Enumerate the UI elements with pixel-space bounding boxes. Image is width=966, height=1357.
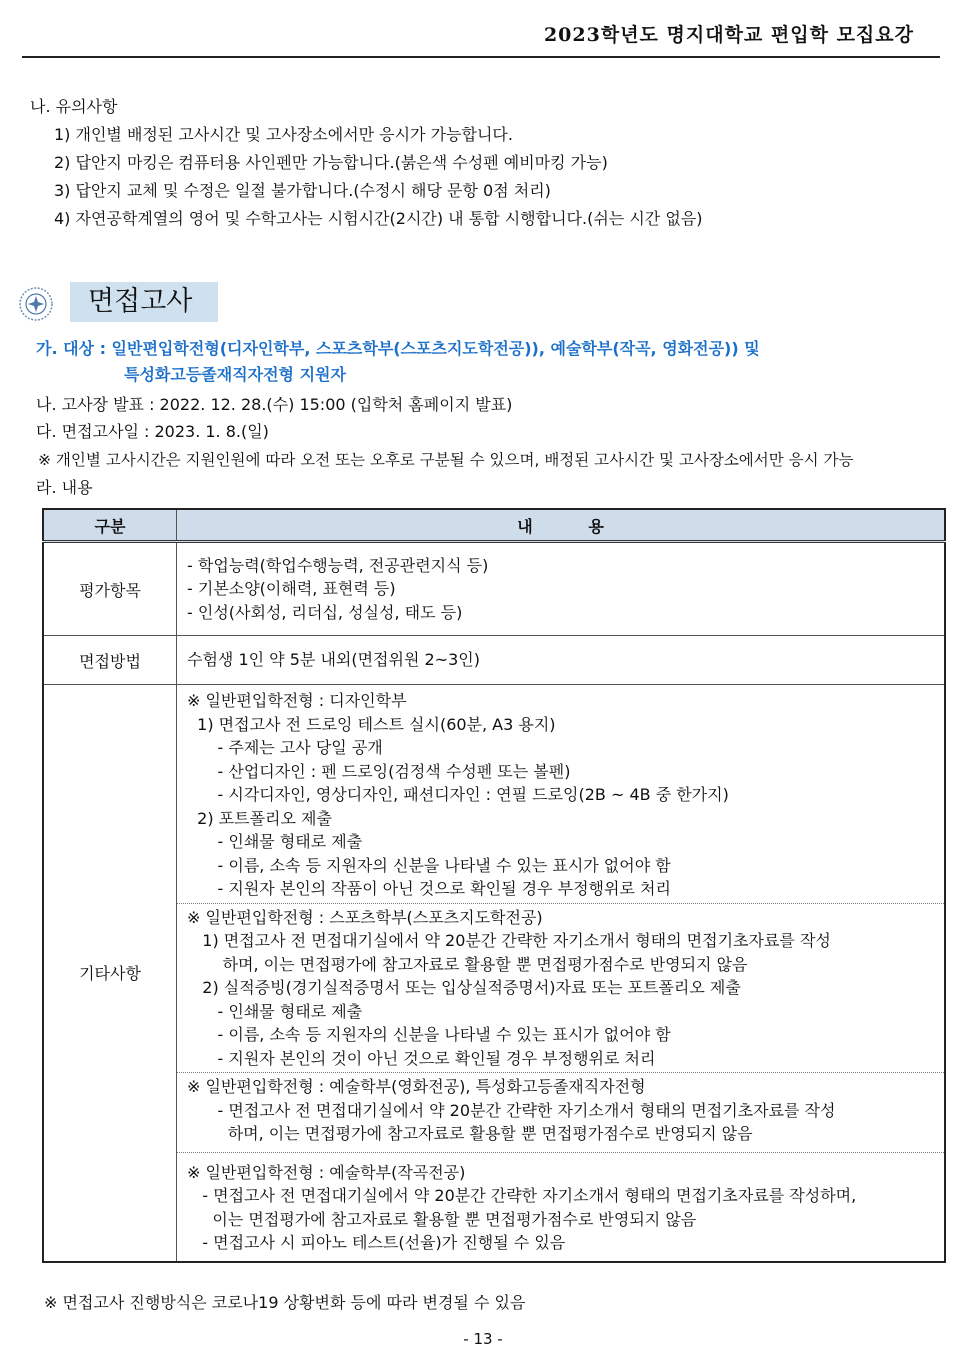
other-content (177, 685, 946, 1262)
notes-item-2: 2) 답안지 마킹은 컴퓨터용 사인펜만 가능합니다.(붉은색 수성펜 예비마킹 가능) (54, 153, 608, 172)
method-label: 면접방법 (43, 636, 177, 685)
notes-item-4: 4) 자연공학계열의 영어 및 수학고사는 시험시간(2시간) 내 통합 시행합니다.(쉬는 시간 없음) (54, 209, 703, 228)
eval-line-3: - 인성(사회성, 리더십, 성실성, 태도 등) (187, 602, 463, 622)
composition-line-1: ※ 일반편입학전형 : 예술학부(작곡전공) (187, 1162, 466, 1182)
film-line-1: ※ 일반편입학전형 : 예술학부(영화전공), 특성화고등졸재직자전형 (187, 1077, 646, 1096)
design-line-1: ※ 일반편입학전형 : 디자인학부 (187, 691, 407, 710)
header-divider (22, 56, 940, 58)
content-heading: 라. 내용 (36, 478, 93, 497)
sports-line-2: 1) 면접고사 전 면접대기실에서 약 20분간 간략한 자기소개서 형태의 면접기초자료를 작성 (187, 931, 831, 950)
table-row-eval (43, 542, 945, 636)
composition-block (177, 1152, 944, 1261)
notes-item-1: 1) 개인별 배정된 고사시간 및 고사장소에서만 응시가 가능합니다. (54, 125, 513, 144)
table-row-other (43, 685, 945, 1262)
target-line-2: 특성화고등졸재직자전형 지원자 (124, 365, 346, 384)
design-line-7: - 인쇄물 형태로 제출 (187, 832, 363, 851)
sports-line-6: - 이름, 소속 등 지원자의 신분을 나타낼 수 있는 표시가 없어야 함 (187, 1025, 671, 1044)
sports-line-5: - 인쇄물 형태로 제출 (187, 1001, 363, 1021)
film-line-3: 하며, 이는 면접평가에 참고자료로 활용할 뿐 면접평가점수로 반영되지 않음 (187, 1124, 753, 1143)
university-seal-icon (18, 286, 54, 322)
time-note-line: ※ 개인별 고사시간은 지원인원에 따라 오전 또는 오후로 구분될 수 있으며, 배정된 고사시간 및 고사장소에서만 응시 가능 (38, 451, 854, 469)
header-category: 구분 (43, 509, 177, 542)
sports-line-4: 2) 실적증빙(경기실적증명서 또는 입상실적증명서)자료 또는 포트폴리오 제출 (187, 978, 741, 997)
composition-line-3: 이는 면접평가에 참고자료로 활용할 뿐 면접평가점수로 반영되지 않음 (187, 1209, 697, 1229)
table-header-row (43, 509, 945, 542)
eval-label: 평가항목 (43, 542, 177, 636)
sports-line-3: 하며, 이는 면접평가에 참고자료로 활용할 뿐 면접평가점수로 반영되지 않음 (187, 954, 748, 974)
design-line-9: - 지원자 본인의 작품이 아닌 것으로 확인될 경우 부정행위로 처리 (187, 879, 671, 898)
design-block (177, 685, 944, 903)
target-line-1: 가. 대상 : 일반편입학전형(디자인학부, 스포츠학부(스포츠지도학전공)), 예술학부(작곡, 영화전공)) 및 (36, 339, 760, 358)
design-line-8: - 이름, 소속 등 지원자의 신분을 나타낼 수 있는 표시가 없어야 함 (187, 855, 671, 875)
notes-heading: 나. 유의사항 (30, 97, 118, 116)
sports-line-7: - 지원자 본인의 것이 아닌 것으로 확인될 경우 부정행위로 처리 (187, 1048, 656, 1068)
composition-line-2: - 면접고사 전 면접대기실에서 약 20분간 간략한 자기소개서 형태의 면접기초자료를 작성하며, (187, 1186, 857, 1205)
method-text: 수험생 1인 약 5분 내외(면접위원 2~3인) (187, 650, 480, 670)
exam-date-line: 다. 면접고사일 : 2023. 1. 8.(일) (36, 422, 269, 441)
method-content (177, 636, 946, 685)
composition-line-4: - 면접고사 시 피아노 테스트(선율)가 진행될 수 있음 (187, 1233, 566, 1252)
film-block (177, 1072, 944, 1152)
announce-line: 나. 고사장 발표 : 2022. 12. 28.(수) 15:00 (입학처 홈페이지 발표) (36, 395, 513, 414)
interview-content-table (42, 508, 946, 1263)
eval-line-2: - 기본소양(이해력, 표현력 등) (187, 579, 396, 599)
design-line-3: - 주제는 고사 당일 공개 (187, 738, 383, 757)
section-title: 면접고사 (70, 282, 218, 322)
sports-line-1: ※ 일반편입학전형 : 스포츠학부(스포츠지도학전공) (187, 907, 543, 927)
design-line-4: - 산업디자인 : 펜 드로잉(검정색 수성펜 또는 볼펜) (187, 761, 571, 781)
eval-line-1: - 학업능력(학업수행능력, 전공관련지식 등) (187, 555, 489, 575)
page-number: - 13 - (463, 1330, 503, 1348)
notes-item-3: 3) 답안지 교체 및 수정은 일절 불가합니다.(수정시 해당 문항 0점 처리) (54, 181, 551, 200)
eval-content (177, 542, 946, 636)
sports-block (177, 903, 944, 1073)
footer-note: ※ 면접고사 진행방식은 코로나19 상황변화 등에 따라 변경될 수 있음 (44, 1293, 526, 1312)
document-header-title: 2023학년도 명지대학교 편입학 모집요강 (543, 24, 914, 46)
table-row-method (43, 636, 945, 685)
design-line-6: 2) 포트폴리오 제출 (187, 808, 332, 828)
film-line-2: - 면접고사 전 면접대기실에서 약 20분간 간략한 자기소개서 형태의 면접기초자료를 작성 (187, 1100, 836, 1120)
design-line-5: - 시각디자인, 영상디자인, 패션디자인 : 연필 드로잉(2B ~ 4B 중 한가지) (187, 785, 729, 804)
other-label: 기타사항 (43, 685, 177, 1262)
header-content: 내 용 (177, 509, 946, 542)
design-line-2: 1) 면접고사 전 드로잉 테스트 실시(60분, A3 용지) (187, 714, 556, 734)
